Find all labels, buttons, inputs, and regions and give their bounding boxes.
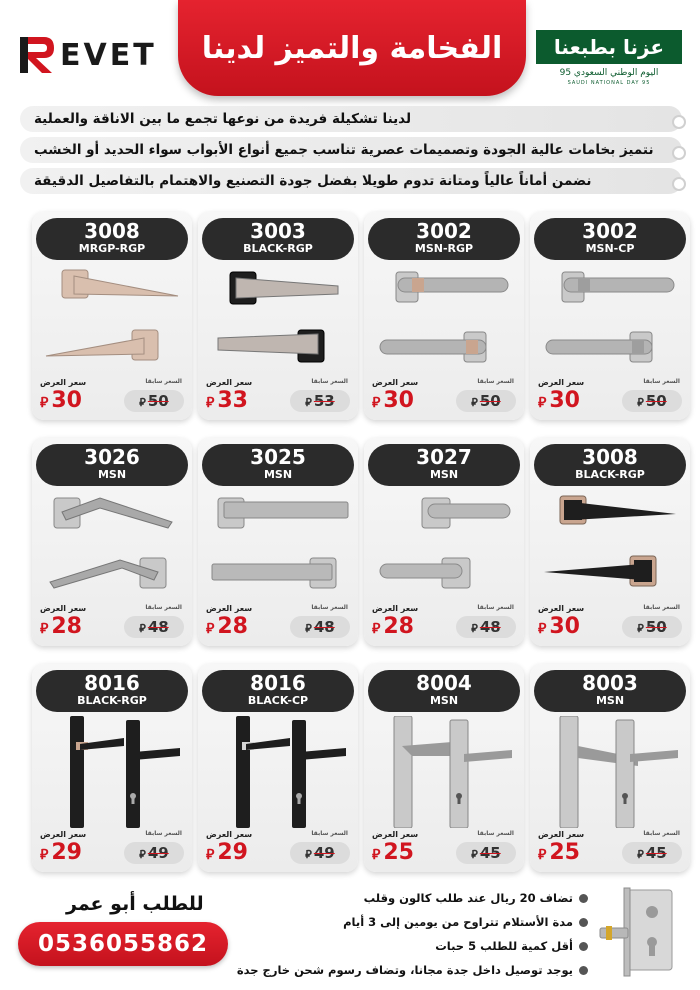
saudi-riyal-icon: ⃁ (40, 395, 49, 411)
headline-banner (178, 0, 526, 96)
mortise-lock-icon (594, 886, 688, 982)
product-model: 3003 (250, 219, 306, 243)
product-title-pill (368, 444, 520, 486)
previous-price-value: 45 (479, 844, 501, 862)
national-day-english: SAUDI NATIONAL DAY 95 (567, 80, 651, 86)
previous-price-value: 53 (313, 392, 335, 410)
previous-price-value: 49 (147, 844, 169, 862)
note-text: تضاف 20 ريال عند طلب كالون وقلب (363, 891, 573, 905)
saudi-riyal-icon: ⃁ (538, 395, 547, 411)
product-card[interactable] (32, 212, 192, 420)
product-card[interactable] (198, 664, 358, 872)
product-title-pill (36, 218, 188, 260)
product-finish: MRGP-RGP (78, 242, 146, 255)
previous-price-label: السعر سابقا (311, 604, 348, 611)
brand-r-icon (18, 34, 58, 76)
product-finish: MSN-RGP (414, 242, 474, 255)
offer-price-label: سعر العرض (372, 830, 419, 839)
previous-price (456, 616, 516, 638)
product-model: 3002 (416, 219, 472, 243)
door-handle-icon (206, 716, 350, 828)
product-model: 3008 (84, 219, 140, 243)
saudi-riyal-icon: ⃁ (305, 848, 312, 861)
previous-price-value: 50 (645, 618, 667, 636)
feature-item (20, 137, 682, 163)
saudi-riyal-icon: ⃁ (206, 847, 215, 863)
offer-price-value: 25 (549, 840, 580, 865)
offer-price-label: سعر العرض (40, 830, 87, 839)
product-finish: MSN (595, 694, 625, 707)
product-model: 3025 (250, 445, 306, 469)
order-contact-label: للطلب أبو عمر (66, 893, 204, 915)
feature-item (20, 106, 682, 132)
offer-price-value: 28 (51, 614, 82, 639)
product-title-pill (202, 444, 354, 486)
offer-price-label: سعر العرض (538, 830, 585, 839)
offer-price-value: 33 (217, 388, 248, 413)
offer-price (538, 388, 580, 413)
previous-price-value: 50 (147, 392, 169, 410)
product-card[interactable] (32, 664, 192, 872)
offer-price-value: 30 (549, 614, 580, 639)
product-finish: MSN-CP (585, 242, 635, 255)
offer-price (206, 614, 248, 639)
door-handle-icon (40, 264, 184, 376)
offer-price (538, 840, 580, 865)
national-day-subtitle: اليوم الوطني السعودي 95 (559, 68, 659, 78)
product-model: 8003 (582, 671, 638, 695)
product-model: 3026 (84, 445, 140, 469)
saudi-riyal-icon: ⃁ (139, 622, 146, 635)
door-handle-icon (372, 716, 516, 828)
product-finish: MSN (429, 694, 459, 707)
product-title-pill (36, 444, 188, 486)
previous-price (124, 842, 184, 864)
door-handle-icon (372, 490, 516, 602)
previous-price (124, 616, 184, 638)
previous-price-label: السعر سابقا (145, 378, 182, 385)
saudi-riyal-icon: ⃁ (471, 848, 478, 861)
note-text: يوجد توصيل داخل جدة مجانا، وتضاف رسوم شحن خارج جدة (236, 963, 573, 977)
product-card[interactable] (530, 438, 690, 646)
offer-price (372, 840, 414, 865)
product-model: 3027 (416, 445, 472, 469)
offer-price-label: سعر العرض (538, 604, 585, 613)
product-finish: BLACK-RGP (77, 694, 147, 707)
saudi-riyal-icon: ⃁ (471, 396, 478, 409)
offer-price-value: 29 (217, 840, 248, 865)
saudi-riyal-icon: ⃁ (139, 848, 146, 861)
bullet-icon (579, 966, 588, 975)
product-title-pill (368, 670, 520, 712)
saudi-riyal-icon: ⃁ (538, 847, 547, 863)
previous-price-value: 50 (645, 392, 667, 410)
offer-price (40, 840, 82, 865)
product-model: 8016 (250, 671, 306, 695)
previous-price-label: السعر سابقا (311, 830, 348, 837)
saudi-riyal-icon: ⃁ (40, 847, 49, 863)
product-title-pill (202, 218, 354, 260)
offer-price-label: سعر العرض (538, 378, 585, 387)
saudi-riyal-icon: ⃁ (206, 395, 215, 411)
offer-price-label: سعر العرض (40, 604, 87, 613)
feature-text: نضمن أماناً عالياً ومتانة تدوم طويلا بفضل جودة التصنيع والاهتمام بالتفاصيل الدقيقة (34, 173, 592, 189)
previous-price-value: 48 (479, 618, 501, 636)
product-card[interactable] (530, 664, 690, 872)
previous-price (622, 842, 682, 864)
previous-price (622, 616, 682, 638)
product-finish: MSN (97, 468, 127, 481)
previous-price (456, 842, 516, 864)
product-title-pill (202, 670, 354, 712)
offer-price-value: 30 (383, 388, 414, 413)
door-handle-icon (206, 490, 350, 602)
offer-price (538, 614, 580, 639)
national-day-slogan: عزنا بطبعنا (536, 30, 682, 64)
product-title-pill (368, 218, 520, 260)
previous-price (456, 390, 516, 412)
product-card[interactable] (32, 438, 192, 646)
note-item (234, 888, 588, 908)
product-card[interactable] (364, 212, 524, 420)
previous-price (622, 390, 682, 412)
product-card[interactable] (364, 664, 524, 872)
offer-price-value: 29 (51, 840, 82, 865)
offer-price (372, 388, 414, 413)
offer-price-value: 30 (51, 388, 82, 413)
saudi-riyal-icon: ⃁ (538, 621, 547, 637)
door-handle-icon (40, 490, 184, 602)
brand-name: EVET (60, 37, 157, 73)
previous-price-label: السعر سابقا (477, 378, 514, 385)
offer-price (206, 840, 248, 865)
feature-item (20, 168, 682, 194)
phone-number-button[interactable]: 0536055862 (18, 922, 228, 966)
product-card[interactable] (364, 438, 524, 646)
previous-price-value: 48 (313, 618, 335, 636)
previous-price-label: السعر سابقا (643, 378, 680, 385)
previous-price (290, 616, 350, 638)
feature-list (20, 106, 682, 199)
previous-price (290, 390, 350, 412)
product-title-pill (534, 218, 686, 260)
product-title-pill (36, 670, 188, 712)
note-item (234, 936, 588, 956)
product-model: 8004 (416, 671, 472, 695)
bullet-icon (579, 918, 588, 927)
offer-price-label: سعر العرض (40, 378, 87, 387)
previous-price (290, 842, 350, 864)
offer-price-label: سعر العرض (372, 378, 419, 387)
saudi-riyal-icon: ⃁ (206, 621, 215, 637)
bullet-icon (579, 942, 588, 951)
saudi-riyal-icon: ⃁ (305, 622, 312, 635)
saudi-riyal-icon: ⃁ (305, 396, 312, 409)
door-handle-icon (40, 716, 184, 828)
door-handle-icon (372, 264, 516, 376)
feature-text: نتميز بخامات عالية الجودة وتصميمات عصرية تناسب جميع أنواع الأبواب سواء الحديد أو الخشب (34, 142, 654, 158)
saudi-riyal-icon: ⃁ (139, 396, 146, 409)
door-handle-icon (538, 716, 682, 828)
saudi-riyal-icon: ⃁ (372, 395, 381, 411)
product-finish: MSN (263, 468, 293, 481)
feature-text: لدينا تشكيلة فريدة من نوعها تجمع ما بين الاناقة والعملية (34, 111, 412, 127)
saudi-riyal-icon: ⃁ (637, 848, 644, 861)
saudi-riyal-icon: ⃁ (372, 621, 381, 637)
product-title-pill (534, 670, 686, 712)
door-handle-icon (206, 264, 350, 376)
door-handle-icon (538, 264, 682, 376)
order-notes (234, 888, 588, 984)
product-model: 8016 (84, 671, 140, 695)
product-title-pill (534, 444, 686, 486)
offer-price (372, 614, 414, 639)
previous-price-label: السعر سابقا (311, 378, 348, 385)
saudi-riyal-icon: ⃁ (637, 396, 644, 409)
previous-price-label: السعر سابقا (477, 604, 514, 611)
product-model: 3008 (582, 445, 638, 469)
offer-price-label: سعر العرض (206, 378, 253, 387)
offer-price (40, 614, 82, 639)
previous-price (124, 390, 184, 412)
previous-price-label: السعر سابقا (145, 604, 182, 611)
previous-price-label: السعر سابقا (145, 830, 182, 837)
offer-price-label: سعر العرض (206, 604, 253, 613)
previous-price-value: 48 (147, 618, 169, 636)
previous-price-label: السعر سابقا (643, 604, 680, 611)
offer-price (40, 388, 82, 413)
offer-price-label: سعر العرض (372, 604, 419, 613)
previous-price-value: 45 (645, 844, 667, 862)
product-model: 3002 (582, 219, 638, 243)
offer-price (206, 388, 248, 413)
offer-price-label: سعر العرض (206, 830, 253, 839)
product-card[interactable] (198, 212, 358, 420)
previous-price-label: السعر سابقا (643, 830, 680, 837)
saudi-riyal-icon: ⃁ (637, 622, 644, 635)
note-text: مدة الأستلام تتراوح من يومين إلى 3 أيام (343, 915, 573, 929)
product-finish: BLACK-RGP (243, 242, 313, 255)
door-handle-icon (538, 490, 682, 602)
offer-price-value: 28 (217, 614, 248, 639)
product-finish: MSN (429, 468, 459, 481)
product-finish: BLACK-RGP (575, 468, 645, 481)
product-card[interactable] (530, 212, 690, 420)
brand-logo (18, 32, 157, 78)
previous-price-value: 49 (313, 844, 335, 862)
saudi-riyal-icon: ⃁ (40, 621, 49, 637)
product-card[interactable] (198, 438, 358, 646)
saudi-riyal-icon: ⃁ (372, 847, 381, 863)
previous-price-value: 50 (479, 392, 501, 410)
offer-price-value: 28 (383, 614, 414, 639)
offer-price-value: 30 (549, 388, 580, 413)
note-item (234, 960, 588, 980)
previous-price-label: السعر سابقا (477, 830, 514, 837)
note-text: أقل كمية للطلب 5 حبات (435, 939, 573, 953)
header (0, 0, 700, 100)
national-day-logo (536, 30, 682, 86)
bullet-icon (579, 894, 588, 903)
headline-text: الفخامة والتميز لدينا (201, 30, 503, 66)
product-finish: BLACK-CP (247, 694, 309, 707)
saudi-riyal-icon: ⃁ (471, 622, 478, 635)
note-item (234, 912, 588, 932)
offer-price-value: 25 (383, 840, 414, 865)
